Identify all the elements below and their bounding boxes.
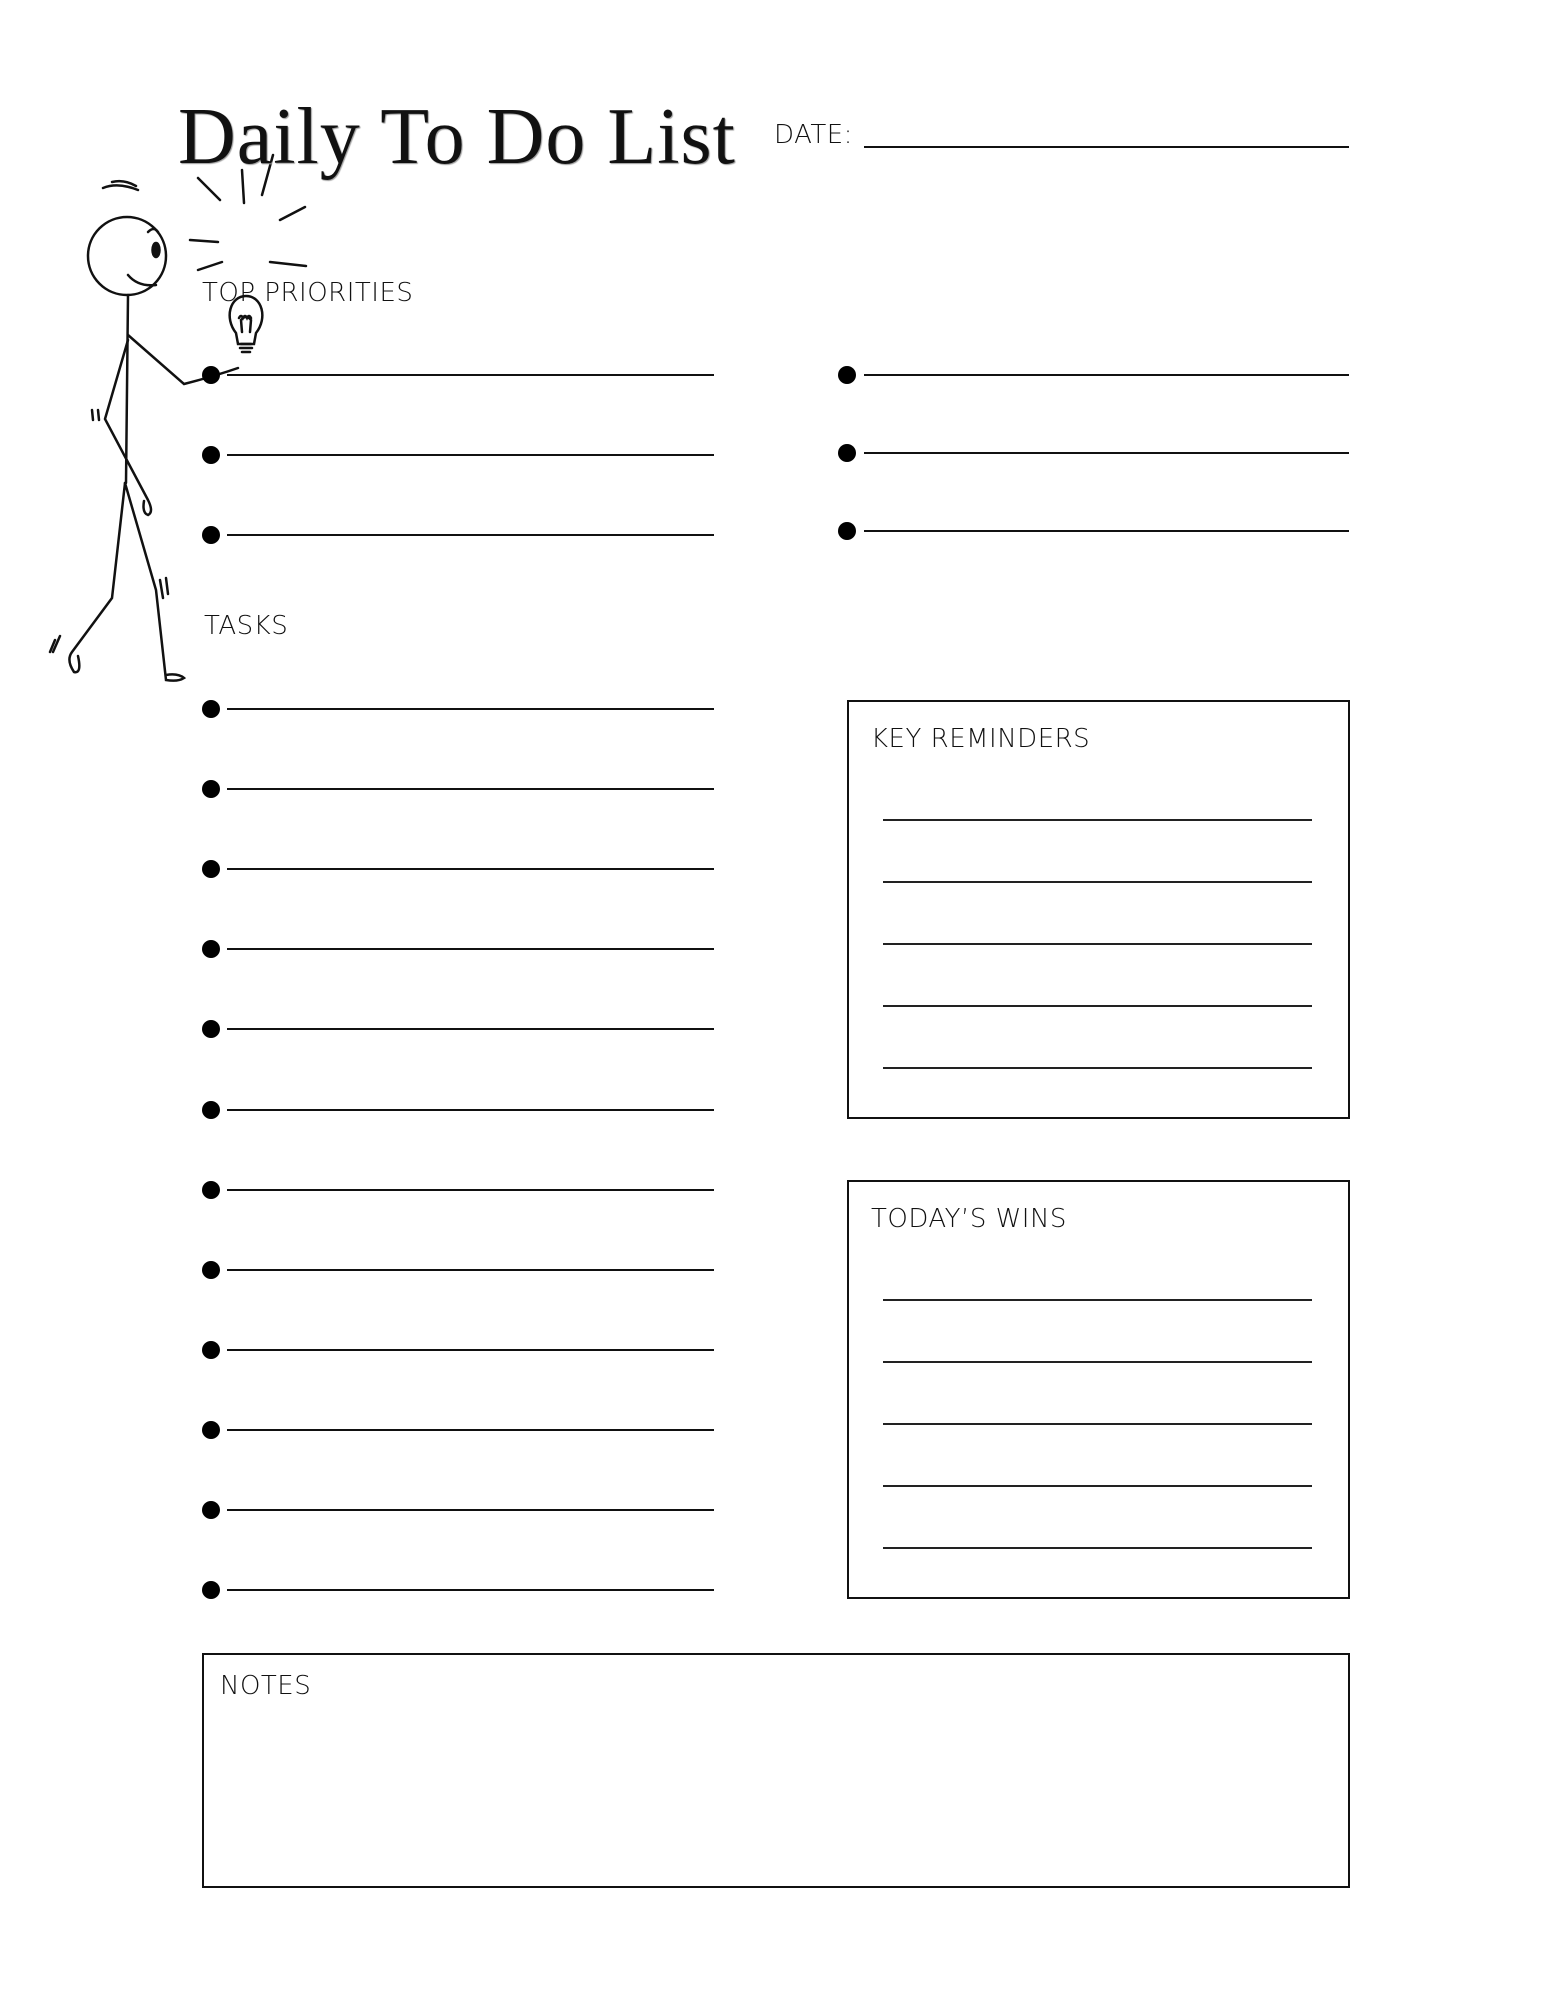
write-line[interactable]	[227, 948, 714, 950]
bullet-dot-icon	[838, 522, 856, 540]
write-line[interactable]	[227, 708, 714, 710]
reminder-line[interactable]	[883, 881, 1312, 883]
bullet-dot-icon	[202, 1421, 220, 1439]
write-line[interactable]	[227, 374, 714, 376]
key-reminders-heading: KEY REMINDERS	[871, 724, 1091, 754]
bullet-dot-icon	[838, 444, 856, 462]
reminder-line[interactable]	[883, 1005, 1312, 1007]
bullet-dot-icon	[202, 1261, 220, 1279]
bullet-dot-icon	[202, 1501, 220, 1519]
win-line[interactable]	[883, 1423, 1312, 1425]
notes-heading: NOTES	[220, 1671, 312, 1701]
write-line[interactable]	[227, 868, 714, 870]
bullet-dot-icon	[202, 780, 220, 798]
bullet-dot-icon	[202, 940, 220, 958]
date-field-line[interactable]	[864, 146, 1349, 148]
win-line[interactable]	[883, 1361, 1312, 1363]
write-line[interactable]	[227, 1269, 714, 1271]
top-priorities-heading: TOP PRIORITIES	[202, 278, 414, 308]
win-line[interactable]	[883, 1485, 1312, 1487]
write-line[interactable]	[227, 534, 714, 536]
reminder-line[interactable]	[883, 943, 1312, 945]
bullet-dot-icon	[202, 366, 220, 384]
key-reminders-box	[847, 700, 1350, 1119]
bullet-dot-icon	[838, 366, 856, 384]
reminder-line[interactable]	[883, 819, 1312, 821]
page-title: Daily To Do List	[178, 93, 736, 181]
tasks-heading: TASKS	[204, 611, 289, 641]
write-line[interactable]	[227, 1349, 714, 1351]
write-line[interactable]	[227, 1429, 714, 1431]
bullet-dot-icon	[202, 1181, 220, 1199]
write-line[interactable]	[227, 1509, 714, 1511]
write-line[interactable]	[864, 530, 1349, 532]
write-line[interactable]	[227, 1109, 714, 1111]
write-line[interactable]	[227, 788, 714, 790]
write-line[interactable]	[227, 454, 714, 456]
bullet-dot-icon	[202, 700, 220, 718]
win-line[interactable]	[883, 1547, 1312, 1549]
write-line[interactable]	[227, 1189, 714, 1191]
win-line[interactable]	[883, 1299, 1312, 1301]
reminder-line[interactable]	[883, 1067, 1312, 1069]
write-line[interactable]	[227, 1589, 714, 1591]
bullet-dot-icon	[202, 526, 220, 544]
bullet-dot-icon	[202, 1581, 220, 1599]
bullet-dot-icon	[202, 1341, 220, 1359]
todays-wins-box	[847, 1180, 1350, 1599]
write-line[interactable]	[227, 1028, 714, 1030]
write-line[interactable]	[864, 374, 1349, 376]
bullet-dot-icon	[202, 1020, 220, 1038]
todays-wins-heading: TODAY’S WINS	[871, 1204, 1067, 1234]
bullet-dot-icon	[202, 446, 220, 464]
bullet-dot-icon	[202, 860, 220, 878]
notes-box[interactable]	[202, 1653, 1350, 1888]
write-line[interactable]	[864, 452, 1349, 454]
date-label: DATE:	[774, 120, 853, 150]
bullet-dot-icon	[202, 1101, 220, 1119]
